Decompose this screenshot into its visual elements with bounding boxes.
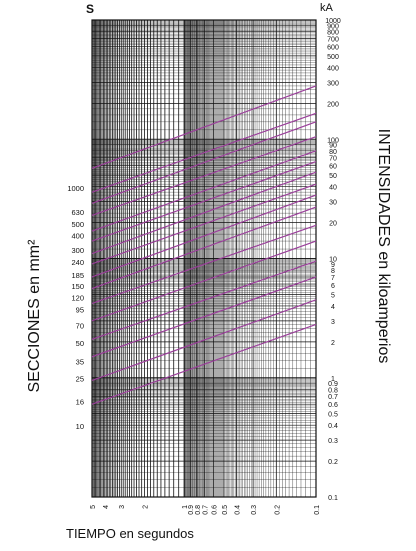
time-tick-label: 0.2 bbox=[274, 505, 282, 515]
section-tick-label: 185 bbox=[71, 271, 84, 281]
section-tick-label: 25 bbox=[75, 374, 84, 384]
grid-layer bbox=[92, 20, 316, 497]
current-tick-label: 30 bbox=[329, 199, 337, 207]
current-tick-label: 3 bbox=[331, 318, 335, 326]
current-tick-label: 700 bbox=[327, 36, 339, 44]
current-tick-label: 200 bbox=[327, 101, 339, 109]
current-tick-label: 1000 bbox=[325, 18, 341, 25]
current-tick-label: 90 bbox=[329, 142, 337, 150]
section-tick-label: 240 bbox=[71, 257, 84, 267]
current-tick-label: 7 bbox=[331, 274, 335, 282]
current-tick-label: 300 bbox=[327, 80, 339, 88]
current-tick-label: 0.1 bbox=[328, 495, 338, 502]
current-tick-label: 70 bbox=[329, 155, 337, 163]
current-tick-label: 0.3 bbox=[328, 438, 338, 446]
current-tick-label: 8 bbox=[331, 268, 335, 276]
time-tick-label: 0.3 bbox=[251, 505, 259, 515]
current-tick-label: 2 bbox=[331, 339, 335, 347]
current-tick-label: 900 bbox=[327, 23, 339, 31]
section-tick-label: 35 bbox=[75, 357, 84, 367]
current-tick-label: 0.4 bbox=[328, 423, 338, 431]
time-tick-label: 0.6 bbox=[211, 505, 219, 515]
current-tick-label: 50 bbox=[329, 173, 337, 181]
section-tick-label: 400 bbox=[71, 231, 84, 241]
current-tick-label: 4 bbox=[331, 303, 335, 311]
current-tick-label: 800 bbox=[327, 29, 339, 37]
time-tick-label: 5 bbox=[90, 505, 97, 509]
current-tick-label: 20 bbox=[329, 220, 337, 228]
section-tick-label: 500 bbox=[71, 219, 84, 229]
section-tick-label: 95 bbox=[75, 305, 84, 315]
time-tick-label: 3 bbox=[119, 505, 127, 509]
current-tick-label: 40 bbox=[329, 184, 337, 192]
unit-s-label: S bbox=[86, 2, 95, 16]
section-tick-label: 16 bbox=[75, 397, 84, 407]
current-tick-label: 10 bbox=[329, 256, 337, 264]
time-tick-label: 0.1 bbox=[314, 505, 321, 515]
time-tick-label: 0.8 bbox=[194, 505, 202, 515]
section-tick-label: 1000 bbox=[67, 184, 84, 193]
section-tick-label: 300 bbox=[71, 246, 84, 256]
section-tick-label: 10 bbox=[75, 422, 84, 431]
section-tick-label: 50 bbox=[75, 338, 84, 348]
current-tick-label: 9 bbox=[331, 261, 335, 269]
current-tick-label: 400 bbox=[327, 65, 339, 73]
current-tick-label: 0.5 bbox=[328, 411, 338, 419]
sections-axis-title: SECCIONES en mm² bbox=[26, 239, 43, 393]
section-tick-label: 120 bbox=[71, 293, 84, 303]
current-tick-label: 0.2 bbox=[328, 459, 338, 467]
time-tick-label: 1 bbox=[182, 505, 190, 509]
current-axis-title: INTENSIDADES en kiloamperios bbox=[375, 128, 392, 364]
current-tick-label: 600 bbox=[327, 44, 339, 52]
current-tick-label: 0.8 bbox=[328, 387, 338, 395]
unit-ka-label: kA bbox=[320, 2, 333, 14]
time-tick-label: 0.5 bbox=[221, 505, 229, 515]
time-tick-label: 4 bbox=[102, 505, 110, 509]
current-tick-label: 5 bbox=[331, 292, 335, 300]
time-tick-label: 2 bbox=[142, 505, 150, 509]
time-tick-label: 0.7 bbox=[202, 505, 210, 515]
current-tick-label: 6 bbox=[331, 282, 335, 290]
current-tick-label: 100 bbox=[327, 137, 339, 145]
current-tick-label: 60 bbox=[329, 163, 337, 171]
time-tick-label: 0.9 bbox=[188, 505, 196, 515]
current-tick-label: 1 bbox=[331, 375, 335, 383]
section-tick-label: 70 bbox=[75, 321, 84, 331]
current-tick-label: 0.6 bbox=[328, 402, 338, 410]
current-tick-label: 0.9 bbox=[328, 381, 338, 389]
current-tick-label: 0.7 bbox=[328, 394, 338, 402]
current-tick-label: 80 bbox=[329, 148, 337, 156]
section-tick-label: 630 bbox=[71, 207, 84, 217]
time-axis-title: TIEMPO en segundos bbox=[66, 526, 194, 541]
current-tick-label: 500 bbox=[327, 53, 339, 61]
section-tick-label: 150 bbox=[71, 282, 84, 292]
time-tick-label: 0.4 bbox=[234, 505, 242, 515]
